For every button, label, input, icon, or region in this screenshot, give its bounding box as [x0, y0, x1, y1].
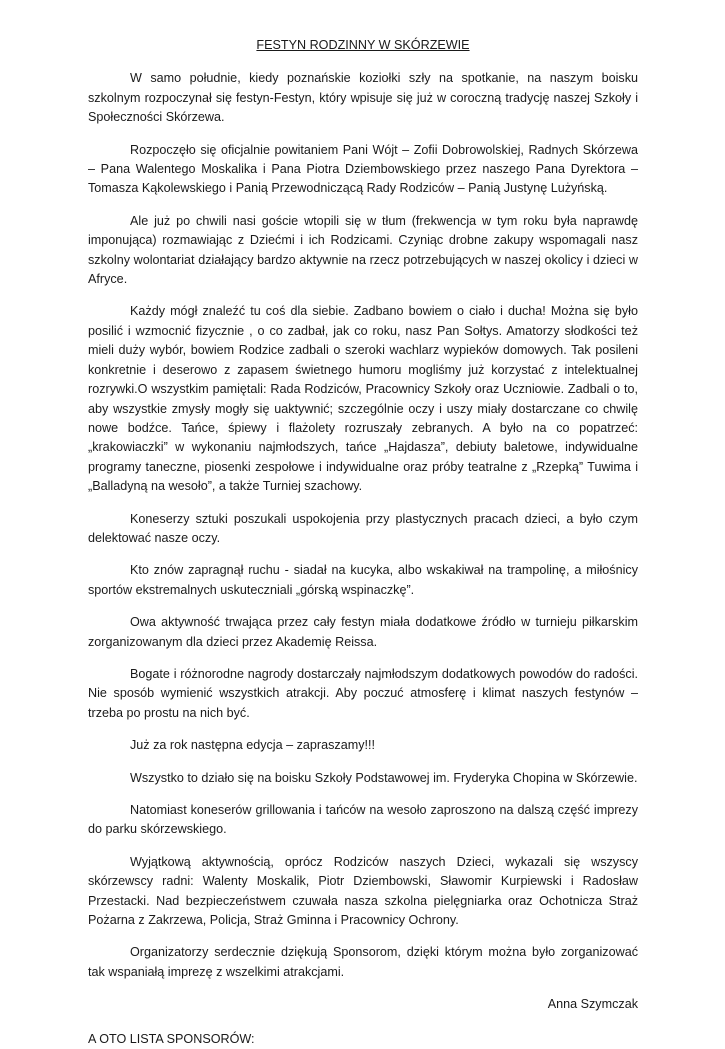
- paragraph-art: Koneserzy sztuki poszukali uspokojenia przy plastycznych pracach dzieci, a było czym delektować nasze oczy.: [88, 511, 638, 545]
- document-title: FESTYN RODZINNY W SKÓRZEWIE: [256, 38, 470, 52]
- paragraph-welcome: Rozpoczęło się oficjalnie powitaniem Pani Wójt – Zofii Dobrowolskiej, Radnych Skórzewa – Pana Walentego Moskalika i Pana Piotra Dziembowskiego przez naszego Pana Dyrektora – Tomasza Kąkolewskiego i Panią Przewodniczącą Rady Rodziców – Panią Justynę Lużyńską.: [88, 142, 638, 196]
- paragraph-location: Wszystko to działo się na boisku Szkoły Podstawowej im. Fryderyka Chopina w Skórzewie.: [130, 770, 638, 785]
- paragraph-sports: Kto znów zapragnął ruchu - siadał na kucyka, albo wskakiwał na trampolinę, a miłośnicy sportów ekstremalnych uskuteczniali „górską wspinaczkę”.: [88, 563, 638, 597]
- paragraph-intro: W samo południe, kiedy poznańskie koziołki szły na spotkanie, na naszym boisku szkolnym rozpoczynał się festyn-Festyn, który wpisuje się już w coroczną tradycję naszej Szkoły i Społeczności Skórzewa.: [88, 71, 638, 125]
- paragraph-attractions: Każdy mógł znaleźć tu coś dla siebie. Zadbano bowiem o ciało i ducha! Można się było posilić i wzmocnić fizycznie , o co zadbał, jak co roku, nasz Pan Sołtys. Amatorzy słodkości też mieli duży wybór, bowiem Rodzice zadbali o szeroki wachlarz wypieków domowych. Tak posileni konkretnie i deserowo z zapasem świetnego humoru mogliśmy już korzystać z intelektualnej rozrywki.O wszystkim pamiętali: Rada Rodziców, Pracownicy Szkoły oraz Uczniowie. Zadbali o to, aby wszystkie zmysły mogły się uaktywnić; szczególnie oczy i uszy miały dostarczane co chwilę nowe bodźce. Tańce, śpiewy i flażolety rozruszały zebranych. A było na co popatrzeć: „krakowiaczki” w wykonaniu najmłodszych, tańce „Hajdasza”, debiuty baletowe, indywidualne programy taneczne, piosenki zespołowe i indywidualne oraz próby teatralne z „Rzepką” Tuwima i „Balladyną na wesoło”, a także Turniej szachowy.: [88, 304, 638, 494]
- paragraph-grill: Natomiast koneserów grillowania i tańców na wesoło zaproszono na dalszą część imprezy do parku skórzewskiego.: [88, 803, 638, 837]
- author-signature: Anna Szymczak: [547, 997, 638, 1012]
- paragraph-football: Owa aktywność trwająca przez cały festyn miała dodatkowe źródło w turnieju piłkarskim zorganizowanym dla dzieci przez Akademię Reissa.: [88, 615, 638, 649]
- paragraph-next-edition: Już za rok następna edycja – zapraszamy!!!: [130, 738, 376, 753]
- sponsors-heading: A OTO LISTA SPONSORÓW:: [88, 1031, 255, 1046]
- document-page: [88, 36, 638, 1049]
- paragraph-councillors: Wyjątkową aktywnością, oprócz Rodziców naszych Dzieci, wykazali się wszyscy skórzewscy radni: Walenty Moskalik, Piotr Dziembowski, Sławomir Kurpiewski i Radosław Przestacki. Nad bezpieczeństwem czuwała nasza szkolna pielęgniarka oraz Ochotnicza Straż Pożarna z Zakrzewa, Policja, Straż Gminna i Pracownicy Ochrony.: [88, 854, 638, 928]
- paragraph-guests: Ale już po chwili nasi goście wtopili się w tłum (frekwencja w tym roku była naprawdę imponująca) rozmawiając z Dziećmi i ich Rodzicami. Czyniąc drobne zakupy wspomagali nasz szkolny wolontariat działający bardzo aktywnie na rzecz potrzebujących w naszej okolicy i dzieci w Afryce.: [88, 213, 638, 287]
- paragraph-prizes: Bogate i różnorodne nagrody dostarczały najmłodszym dodatkowych powodów do radości. Nie sposób wymienić wszystkich atrakcji. Aby poczuć atmosferę i klimat naszych festynów – trzeba po prostu na nich być.: [88, 666, 638, 720]
- paragraph-thanks: Organizatorzy serdecznie dziękują Sponsorom, dzięki którym można było zorganizować tak wspaniałą imprezę z wszelkimi atrakcjami.: [88, 945, 638, 979]
